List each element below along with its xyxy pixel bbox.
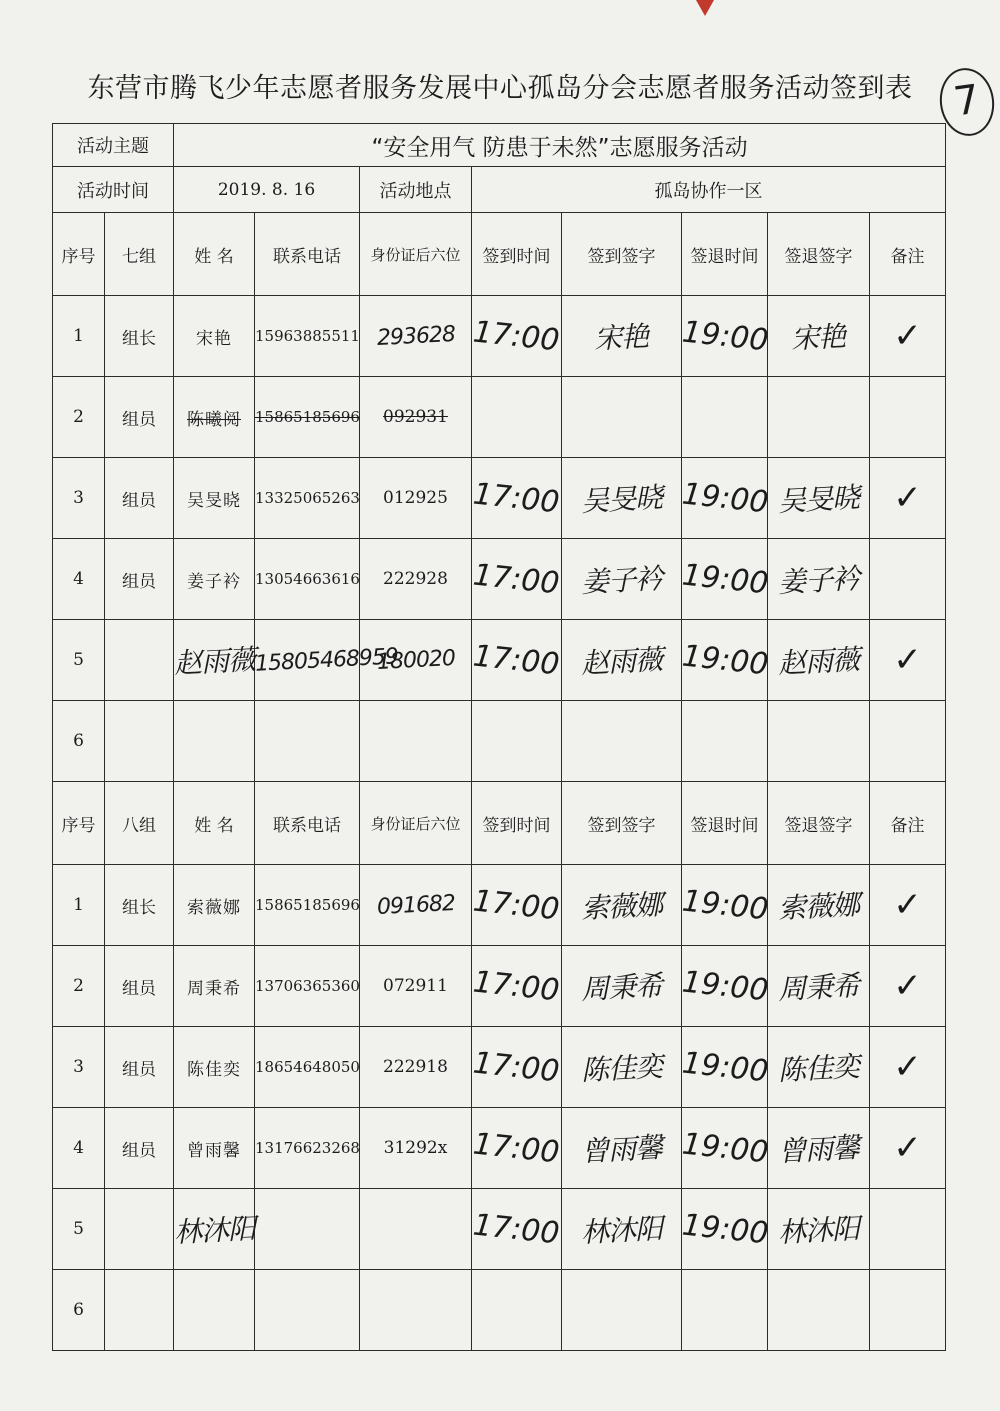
checkmark-icon: ✓ bbox=[893, 966, 922, 1006]
handwritten-signature: 陈佳奕 bbox=[777, 1049, 860, 1088]
role-text: 组长 bbox=[122, 897, 156, 918]
role-text: 组员 bbox=[122, 490, 156, 511]
column-header-id-last-six: 身份证后六位 bbox=[360, 213, 472, 296]
id-last-six-cell bbox=[360, 946, 472, 1027]
row-number-cell bbox=[53, 1108, 105, 1189]
id-last-six-cell bbox=[360, 1027, 472, 1108]
phone-text: 13325065263 bbox=[255, 489, 360, 507]
column-header-row-number: 序号 bbox=[53, 213, 105, 296]
remark-cell bbox=[870, 377, 946, 458]
role-text: 组员 bbox=[122, 978, 156, 999]
role-text: 组员 bbox=[122, 571, 156, 592]
row-number-text: 5 bbox=[73, 650, 84, 670]
sign-in-time-cell bbox=[472, 946, 562, 1027]
table-row bbox=[53, 620, 946, 701]
row-number-cell bbox=[53, 946, 105, 1027]
row-number-cell bbox=[53, 701, 105, 782]
group-header-row bbox=[53, 782, 946, 865]
id-last-six-cell bbox=[360, 701, 472, 782]
sign-in-signature-cell bbox=[562, 1108, 682, 1189]
remark-cell bbox=[870, 1189, 946, 1270]
sign-in-time-cell bbox=[472, 458, 562, 539]
role-cell bbox=[105, 1027, 174, 1108]
remark-cell bbox=[870, 946, 946, 1027]
handwritten-signature: 吴旻晓 bbox=[777, 480, 860, 519]
phone-cell bbox=[255, 946, 360, 1027]
phone-cell bbox=[255, 1027, 360, 1108]
id-last-six-cell bbox=[360, 296, 472, 377]
column-header-phone: 联系电话 bbox=[255, 213, 360, 296]
member-name-cell bbox=[174, 865, 255, 946]
handwritten-time: 19:00 bbox=[680, 883, 771, 927]
table-row bbox=[53, 458, 946, 539]
role-cell bbox=[105, 620, 174, 701]
checkmark-icon: ✓ bbox=[893, 478, 922, 518]
role-text: 组员 bbox=[122, 409, 156, 430]
row-number-text: 6 bbox=[73, 1300, 84, 1320]
row-number-cell bbox=[53, 377, 105, 458]
sign-in-time-cell bbox=[472, 701, 562, 782]
handwritten-signature: 姜子衿 bbox=[580, 561, 663, 600]
role-text: 组员 bbox=[122, 1059, 156, 1080]
handwritten-signature: 赵雨薇 bbox=[580, 642, 663, 681]
remark-cell bbox=[870, 1027, 946, 1108]
row-number-text: 4 bbox=[73, 1138, 84, 1158]
column-header-phone: 联系电话 bbox=[255, 782, 360, 865]
role-cell bbox=[105, 458, 174, 539]
checkmark-icon: ✓ bbox=[893, 1047, 922, 1087]
topic-label: 活动主题 bbox=[53, 124, 174, 167]
column-header-sign-in-signature: 签到签字 bbox=[562, 782, 682, 865]
handwritten-signature: 林沐阳 bbox=[777, 1211, 860, 1250]
sign-out-signature-cell bbox=[768, 1027, 870, 1108]
phone-cell bbox=[254, 620, 399, 701]
role-cell bbox=[105, 1270, 174, 1351]
column-header-remark: 备注 bbox=[870, 782, 946, 865]
sign-in-time-cell bbox=[472, 377, 562, 458]
id-last-six-text: 092931 bbox=[383, 407, 448, 427]
place-label: 活动地点 bbox=[360, 167, 472, 213]
sign-in-signature-cell bbox=[562, 296, 682, 377]
row-number-cell bbox=[53, 1270, 105, 1351]
sign-in-time-cell bbox=[472, 1189, 562, 1270]
handwritten-signature: 赵雨薇 bbox=[777, 642, 860, 681]
phone-cell bbox=[255, 1189, 360, 1270]
sign-in-time-cell bbox=[472, 1108, 562, 1189]
table-row bbox=[53, 377, 946, 458]
id-last-six-cell bbox=[360, 458, 472, 539]
column-header-sign-out-signature: 签退签字 bbox=[768, 213, 870, 296]
id-last-six-text: 072911 bbox=[383, 976, 448, 996]
checkmark-icon: ✓ bbox=[893, 640, 922, 680]
phone-text: 15865185696 bbox=[255, 408, 360, 426]
id-last-six-cell bbox=[360, 865, 472, 946]
column-header-member-name: 姓 名 bbox=[174, 213, 255, 296]
row-number-text: 5 bbox=[73, 1219, 84, 1239]
member-name-text: 姜子衿 bbox=[187, 571, 241, 592]
row-number-cell bbox=[53, 296, 105, 377]
member-name-text: 吴旻晓 bbox=[187, 490, 241, 511]
phone-text: 13706365360 bbox=[255, 977, 360, 995]
column-header-sign-in-time: 签到时间 bbox=[472, 213, 562, 296]
sign-out-signature-cell bbox=[768, 620, 870, 701]
column-header-remark: 备注 bbox=[870, 213, 946, 296]
handwritten-signature: 林沐阳 bbox=[580, 1211, 663, 1250]
handwritten-time: 19:00 bbox=[680, 314, 771, 358]
sign-in-time-cell bbox=[472, 620, 562, 701]
table-row bbox=[53, 296, 946, 377]
id-last-six-text: 222928 bbox=[383, 569, 448, 589]
role-text: 组长 bbox=[122, 328, 156, 349]
table-row bbox=[53, 701, 946, 782]
sign-out-time-cell bbox=[680, 865, 771, 946]
row-number-text: 1 bbox=[73, 326, 84, 346]
time-place-row bbox=[53, 167, 946, 213]
member-name-cell bbox=[174, 539, 255, 620]
table-row bbox=[53, 946, 946, 1027]
id-last-six-cell bbox=[360, 1270, 472, 1351]
time-label: 活动时间 bbox=[53, 167, 174, 213]
row-number-cell bbox=[53, 539, 105, 620]
handwritten-time: 17:00 bbox=[471, 964, 562, 1008]
phone-cell bbox=[255, 377, 360, 458]
sign-in-time-cell bbox=[472, 1027, 562, 1108]
member-name-cell bbox=[174, 1189, 255, 1270]
sign-out-time-cell bbox=[682, 377, 768, 458]
phone-text: 15865185696 bbox=[255, 896, 360, 914]
checkmark-icon: ✓ bbox=[893, 1128, 922, 1168]
member-name-cell bbox=[174, 620, 255, 701]
row-number-text: 2 bbox=[73, 407, 84, 427]
handwritten-time: 17:00 bbox=[471, 883, 562, 927]
role-cell bbox=[105, 1189, 174, 1270]
checkmark-icon: ✓ bbox=[893, 885, 922, 925]
handwritten-name: 林沐阳 bbox=[173, 1211, 256, 1250]
id-last-six-cell bbox=[360, 1108, 472, 1189]
column-header-role: 八组 bbox=[105, 782, 174, 865]
sign-in-signature-cell bbox=[562, 865, 682, 946]
handwritten-signature: 姜子衿 bbox=[777, 561, 860, 600]
id-last-six-text: 012925 bbox=[383, 488, 448, 508]
sign-in-signature-cell bbox=[562, 458, 682, 539]
sign-in-table bbox=[52, 123, 946, 1351]
member-name-cell bbox=[174, 1108, 255, 1189]
table-row bbox=[53, 1027, 946, 1108]
handwritten-signature: 宋艳 bbox=[790, 319, 847, 356]
id-last-six-cell bbox=[360, 377, 472, 458]
phone-cell bbox=[255, 701, 360, 782]
topic-row bbox=[53, 124, 946, 167]
activity-date: 2019. 8. 16 bbox=[174, 167, 360, 213]
phone-cell bbox=[255, 296, 360, 377]
sign-in-signature-cell bbox=[562, 946, 682, 1027]
handwritten-time: 17:00 bbox=[471, 1207, 562, 1251]
row-number-text: 2 bbox=[73, 976, 84, 996]
column-header-role: 七组 bbox=[105, 213, 174, 296]
handwritten-id: 091682 bbox=[375, 890, 456, 920]
sign-in-time-cell bbox=[472, 296, 562, 377]
row-number-cell bbox=[53, 620, 105, 701]
handwritten-time: 19:00 bbox=[680, 964, 771, 1008]
activity-place: 孤岛协作一区 bbox=[472, 167, 946, 213]
handwritten-signature: 周秉希 bbox=[580, 968, 663, 1007]
member-name-cell bbox=[174, 1027, 255, 1108]
sign-in-signature-cell bbox=[562, 701, 682, 782]
handwritten-signature: 宋艳 bbox=[593, 319, 650, 356]
sign-out-signature-cell bbox=[768, 458, 870, 539]
table-row bbox=[53, 1108, 946, 1189]
column-header-sign-out-time: 签退时间 bbox=[682, 213, 768, 296]
id-last-six-cell bbox=[360, 539, 472, 620]
handwritten-time: 19:00 bbox=[680, 557, 771, 601]
handwritten-signature: 曾雨馨 bbox=[777, 1130, 860, 1169]
sign-in-signature-cell bbox=[562, 1270, 682, 1351]
member-name-cell bbox=[174, 946, 255, 1027]
row-number-text: 3 bbox=[73, 1057, 84, 1077]
activity-topic: “安全用气 防患于未然”志愿服务活动 bbox=[174, 124, 946, 167]
role-cell bbox=[105, 539, 174, 620]
sign-out-time-cell bbox=[680, 1027, 771, 1108]
role-text: 组员 bbox=[122, 1140, 156, 1161]
handwritten-time: 17:00 bbox=[471, 314, 562, 358]
sign-in-time-cell bbox=[472, 539, 562, 620]
sign-out-time-cell bbox=[680, 539, 771, 620]
sign-out-time-cell bbox=[682, 701, 768, 782]
table-row bbox=[53, 539, 946, 620]
id-last-six-cell bbox=[360, 1189, 472, 1270]
phone-cell bbox=[255, 865, 360, 946]
sign-out-signature-cell bbox=[768, 1270, 870, 1351]
sign-out-time-cell bbox=[680, 458, 771, 539]
table-row bbox=[53, 865, 946, 946]
document-title: 东营市腾飞少年志愿者服务发展中心孤岛分会志愿者服务活动签到表 bbox=[87, 73, 913, 104]
sign-in-signature-cell bbox=[562, 1189, 682, 1270]
sign-out-time-cell bbox=[680, 620, 771, 701]
sign-in-signature-cell bbox=[562, 620, 682, 701]
column-header-id-last-six: 身份证后六位 bbox=[360, 782, 472, 865]
table-row bbox=[53, 1270, 946, 1351]
sign-out-time-cell bbox=[680, 1108, 771, 1189]
remark-cell bbox=[870, 865, 946, 946]
sign-out-time-cell bbox=[680, 946, 771, 1027]
sign-in-signature-cell bbox=[562, 377, 682, 458]
member-name-cell bbox=[174, 701, 255, 782]
remark-cell bbox=[870, 458, 946, 539]
handwritten-signature: 吴旻晓 bbox=[580, 480, 663, 519]
table-row bbox=[53, 1189, 946, 1270]
remark-cell bbox=[870, 1108, 946, 1189]
sign-out-signature-cell bbox=[768, 539, 870, 620]
role-cell bbox=[105, 946, 174, 1027]
checkmark-icon: ✓ bbox=[893, 316, 922, 356]
sign-out-signature-cell bbox=[768, 701, 870, 782]
sign-in-time-cell bbox=[472, 865, 562, 946]
member-name-text: 陈佳奕 bbox=[187, 1059, 241, 1080]
role-cell bbox=[105, 296, 174, 377]
row-number-cell bbox=[53, 865, 105, 946]
group-header-row bbox=[53, 213, 946, 296]
member-name-text: 索薇娜 bbox=[187, 897, 241, 918]
sign-out-signature-cell bbox=[768, 296, 870, 377]
phone-text: 15963885511 bbox=[255, 327, 360, 345]
member-name-cell bbox=[174, 377, 255, 458]
page-number-circle: 7 bbox=[936, 65, 999, 140]
phone-text: 18654648050 bbox=[255, 1058, 360, 1076]
member-name-text: 周秉希 bbox=[187, 978, 241, 999]
column-header-sign-in-signature: 签到签字 bbox=[562, 213, 682, 296]
column-header-sign-out-signature: 签退签字 bbox=[768, 782, 870, 865]
id-last-six-text: 222918 bbox=[383, 1057, 448, 1077]
sign-out-signature-cell bbox=[768, 1108, 870, 1189]
sign-out-time-cell bbox=[680, 296, 771, 377]
role-cell bbox=[105, 701, 174, 782]
handwritten-signature: 索薇娜 bbox=[580, 887, 663, 926]
handwritten-phone: 15805468959 bbox=[254, 643, 399, 677]
handwritten-signature: 索薇娜 bbox=[777, 887, 860, 926]
handwritten-id: 180020 bbox=[375, 645, 456, 675]
phone-cell bbox=[255, 1108, 360, 1189]
column-header-sign-out-time: 签退时间 bbox=[682, 782, 768, 865]
handwritten-time: 19:00 bbox=[680, 476, 771, 520]
column-header-sign-in-time: 签到时间 bbox=[472, 782, 562, 865]
row-number-text: 3 bbox=[73, 488, 84, 508]
row-number-text: 6 bbox=[73, 731, 84, 751]
handwritten-time: 19:00 bbox=[680, 638, 771, 682]
row-number-text: 4 bbox=[73, 569, 84, 589]
sign-out-time-cell bbox=[680, 1189, 771, 1270]
remark-cell bbox=[870, 1270, 946, 1351]
handwritten-time: 19:00 bbox=[680, 1207, 771, 1251]
id-last-six-text: 31292x bbox=[383, 1138, 448, 1158]
member-name-text: 曾雨馨 bbox=[187, 1140, 241, 1161]
sign-in-signature-cell bbox=[562, 539, 682, 620]
remark-cell bbox=[870, 701, 946, 782]
phone-text: 13176623268 bbox=[255, 1139, 360, 1157]
remark-cell bbox=[870, 296, 946, 377]
sign-in-signature-cell bbox=[562, 1027, 682, 1108]
sign-out-signature-cell bbox=[768, 946, 870, 1027]
handwritten-signature: 陈佳奕 bbox=[580, 1049, 663, 1088]
handwritten-time: 17:00 bbox=[471, 1045, 562, 1089]
role-cell bbox=[105, 1108, 174, 1189]
red-corner-mark bbox=[696, 0, 714, 16]
row-number-cell bbox=[53, 1189, 105, 1270]
sign-out-signature-cell bbox=[768, 377, 870, 458]
handwritten-time: 17:00 bbox=[471, 476, 562, 520]
sign-out-signature-cell bbox=[768, 865, 870, 946]
handwritten-time: 17:00 bbox=[471, 1126, 562, 1170]
role-cell bbox=[105, 865, 174, 946]
phone-cell bbox=[255, 458, 360, 539]
sign-out-time-cell bbox=[682, 1270, 768, 1351]
handwritten-signature: 周秉希 bbox=[777, 968, 860, 1007]
row-number-cell bbox=[53, 458, 105, 539]
member-name-cell bbox=[174, 1270, 255, 1351]
sign-in-time-cell bbox=[472, 1270, 562, 1351]
remark-cell bbox=[870, 539, 946, 620]
phone-text: 13054663616 bbox=[255, 570, 360, 588]
handwritten-time: 19:00 bbox=[680, 1126, 771, 1170]
handwritten-time: 19:00 bbox=[680, 1045, 771, 1089]
member-name-text: 宋艳 bbox=[196, 328, 232, 349]
column-header-member-name: 姓 名 bbox=[174, 782, 255, 865]
handwritten-time: 17:00 bbox=[471, 557, 562, 601]
phone-cell bbox=[255, 539, 360, 620]
member-name-text: 陈曦阅 bbox=[187, 409, 241, 430]
handwritten-id: 293628 bbox=[375, 321, 456, 351]
sign-out-signature-cell bbox=[768, 1189, 870, 1270]
role-cell bbox=[105, 377, 174, 458]
id-last-six-cell bbox=[360, 620, 472, 701]
row-number-text: 1 bbox=[73, 895, 84, 915]
member-name-cell bbox=[174, 458, 255, 539]
remark-cell bbox=[870, 620, 946, 701]
column-header-row-number: 序号 bbox=[53, 782, 105, 865]
handwritten-signature: 曾雨馨 bbox=[580, 1130, 663, 1169]
handwritten-name: 赵雨薇 bbox=[173, 642, 256, 681]
member-name-cell bbox=[174, 296, 255, 377]
row-number-cell bbox=[53, 1027, 105, 1108]
handwritten-time: 17:00 bbox=[471, 638, 562, 682]
phone-cell bbox=[255, 1270, 360, 1351]
